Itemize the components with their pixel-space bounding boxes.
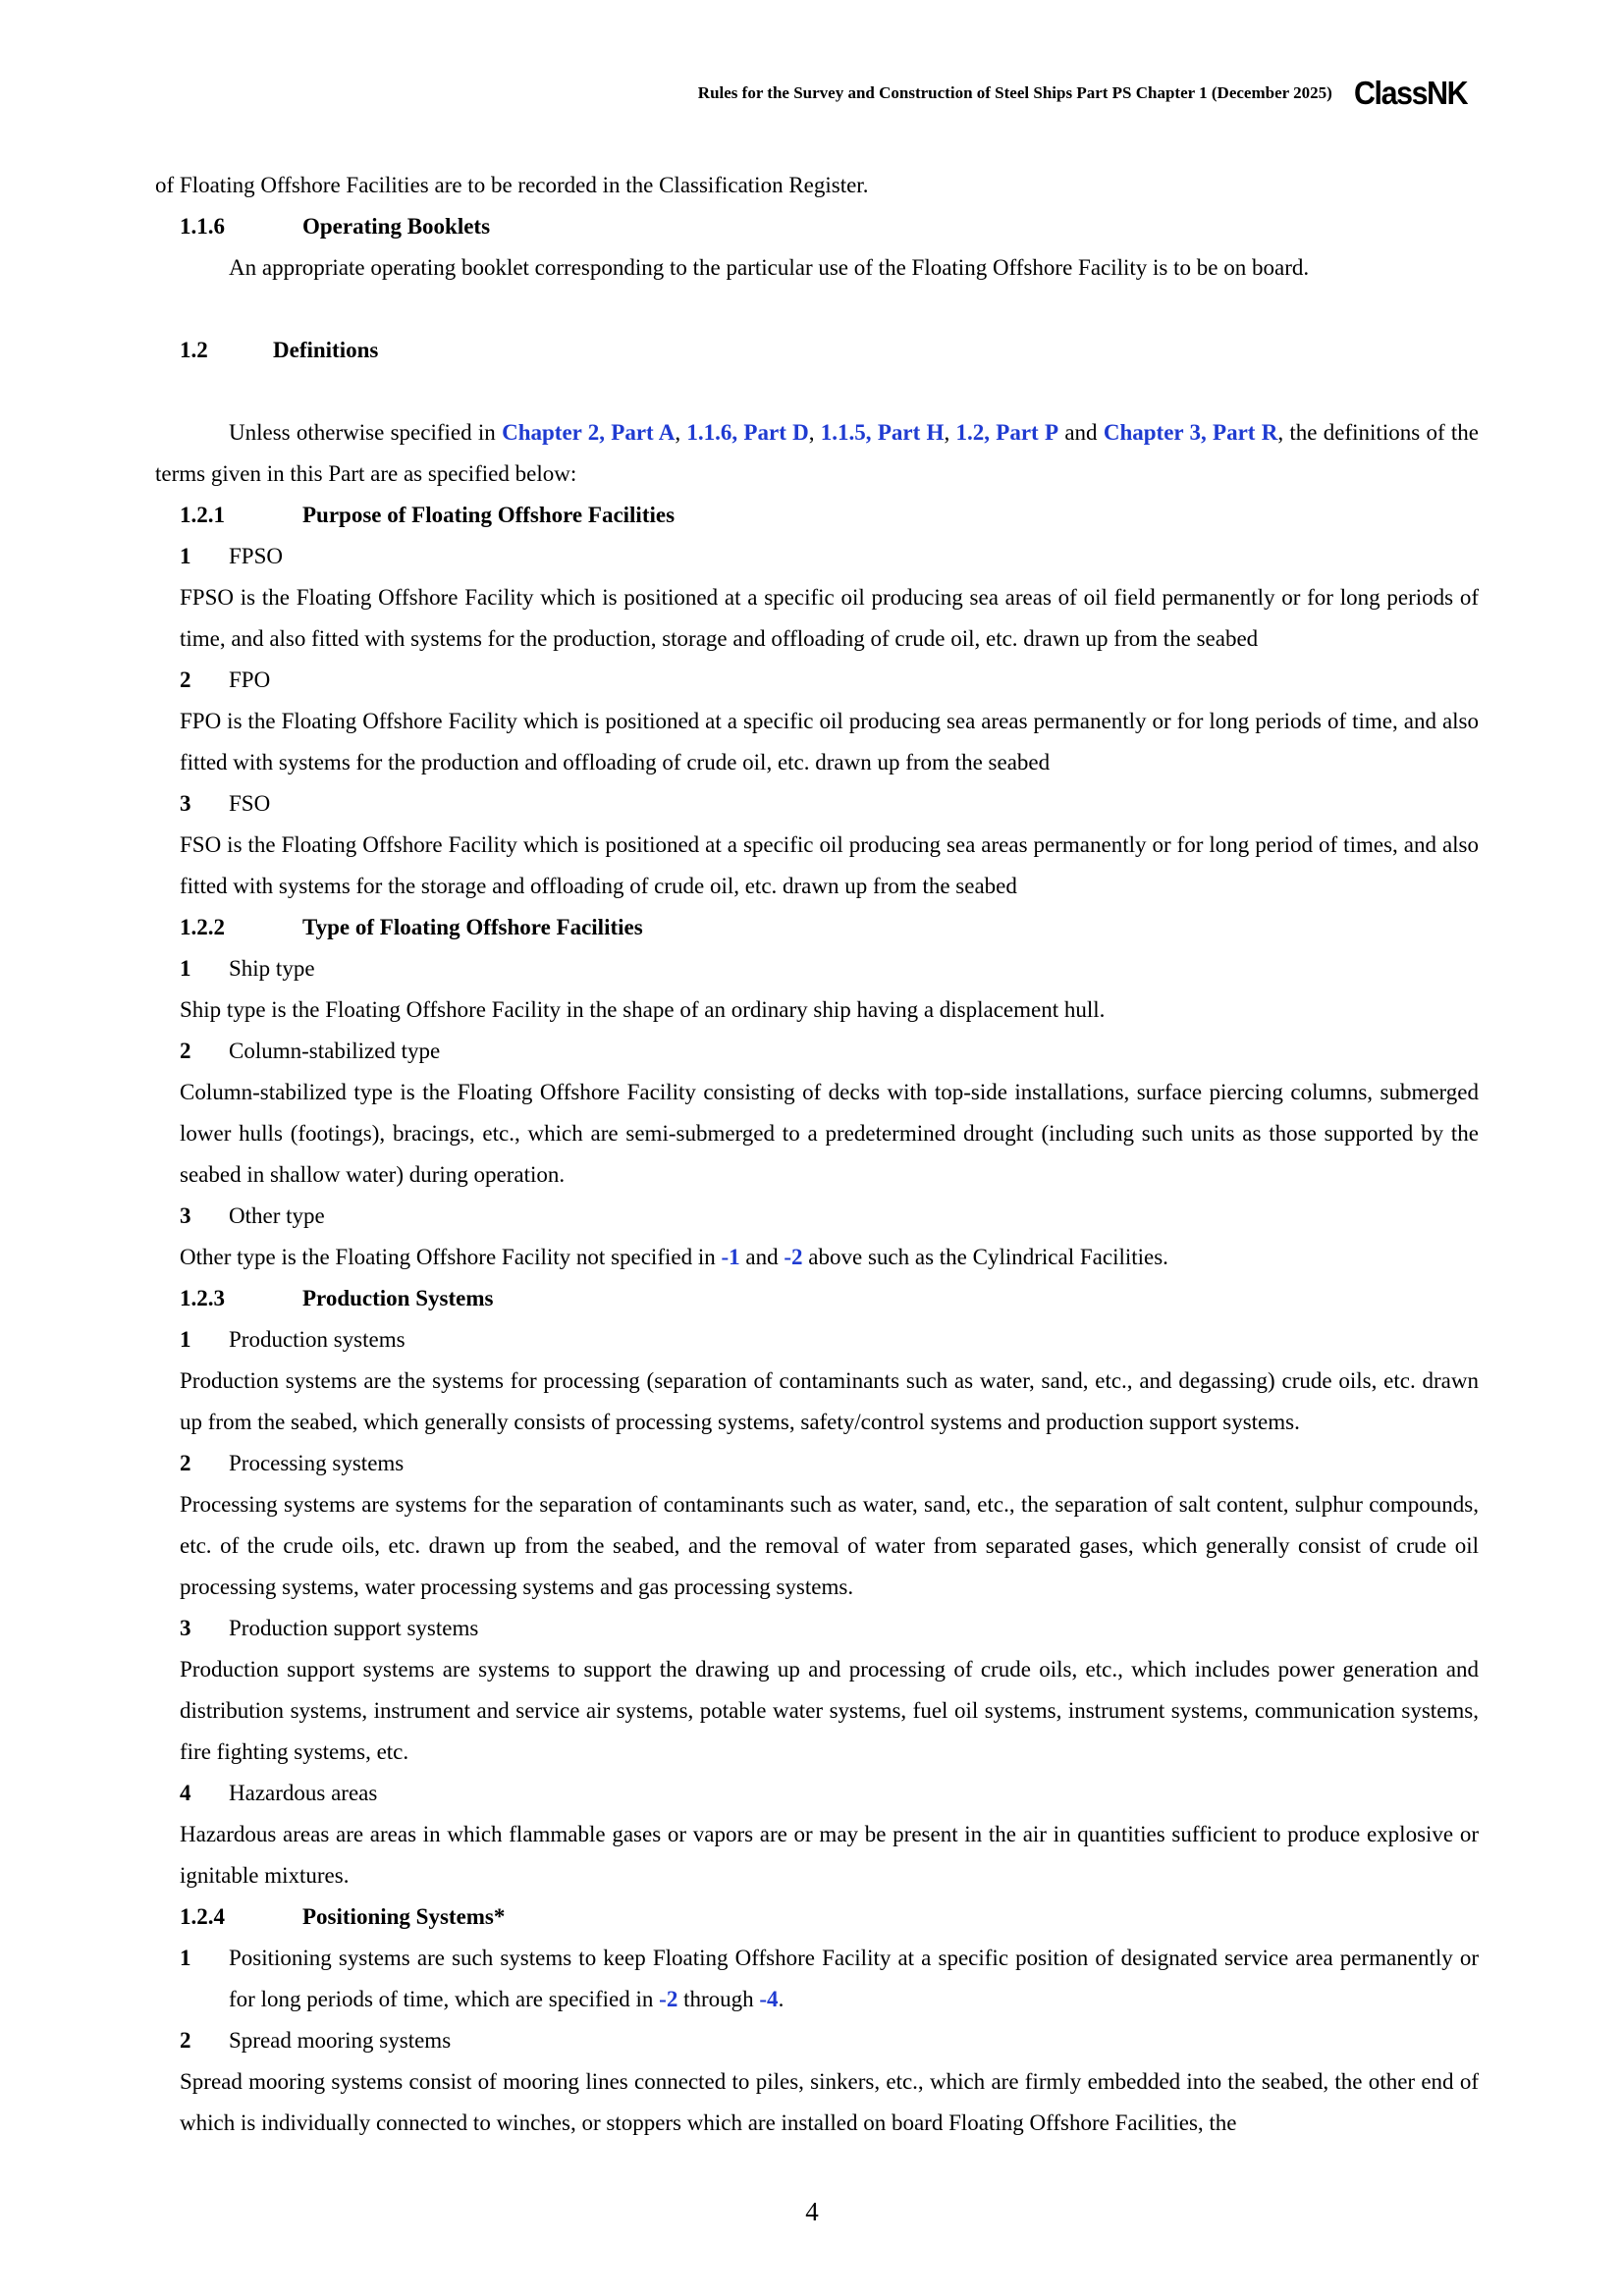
item-heading [155, 1608, 1479, 1649]
section-title: Purpose of Floating Offshore Facilities [302, 503, 676, 527]
item-heading [155, 1773, 1479, 1814]
section-heading-1-2-1 [155, 495, 1479, 536]
continued-paragraph: of Floating Offshore Facilities are to be recorded in the Classification Register. [155, 173, 869, 197]
paragraph: Production systems are the systems for processing (separation of contaminants such as water, sand, etc., and degassing) crude oils, etc. drawn up from the seabed, which generally consists of processing systems, safety/control systems and production support systems. [180, 1368, 1479, 1434]
item-heading [155, 660, 1479, 701]
section-title: Definitions [273, 338, 379, 362]
section-title: Positioning Systems* [302, 1904, 506, 1929]
item-title: Other type [229, 1203, 325, 1228]
header-title: Rules for the Survey and Construction of Steel Ships Part PS Chapter 1 (December 2025) [697, 83, 1332, 102]
item-title: FPSO [229, 544, 283, 568]
reference-link[interactable]: -2 [784, 1245, 803, 1269]
item-number: 1 [180, 544, 191, 568]
paragraph: Other type is the Floating Offshore Facility not specified in -1 and -2 above such as the Cylindrical Facilities. [180, 1245, 1168, 1269]
section-number: 1.2.3 [180, 1286, 225, 1310]
section-number: 1.2.1 [180, 503, 225, 527]
paragraph: Spread mooring systems consist of mooring lines connected to piles, sinkers, etc., which are firmly embedded into the seabed, the other end of which is individually connected to winches, or stoppers which are installed on board Floating Offshore Facilities, the [180, 2069, 1479, 2135]
item-title: Production systems [229, 1327, 406, 1352]
item-heading [155, 536, 1479, 577]
item-title: FPO [229, 667, 271, 692]
paragraph: Production support systems are systems to support the drawing up and processing of crude oils, etc., which includes power generation and distribution systems, instrument and service air systems, potable water systems, fuel oil systems, instrument systems, communication systems, fire fighting systems, etc. [180, 1657, 1479, 1764]
section-heading-1-2-3 [155, 1278, 1479, 1319]
numbered-paragraph [155, 1938, 1479, 2020]
section-heading-1-2 [155, 330, 1479, 371]
item-number: 3 [180, 1203, 191, 1228]
section-title: Production Systems [302, 1286, 494, 1310]
page-header [698, 75, 1477, 112]
item-heading [155, 783, 1479, 825]
item-number: 1 [180, 1327, 191, 1352]
classnk-logo: ClassNK [1353, 75, 1467, 111]
paragraph: Processing systems are systems for the separation of contaminants such as water, sand, etc., the separation of salt content, sulphur compounds, etc. of the crude oils, etc. drawn up from the seabed, and the removal of water from separated gases, which generally consist of crude oil processing systems, water processing systems and gas processing systems. [180, 1492, 1479, 1599]
item-title: Ship type [229, 956, 315, 981]
paragraph: Column-stabilized type is the Floating Offshore Facility consisting of decks with top-side installations, surface piercing columns, submerged lower hulls (footings), bracings, etc., which are semi-submerged to a predetermined drought (including such units as those supported by the seabed in shallow water) during operation. [180, 1080, 1479, 1187]
reference-link[interactable]: -4 [759, 1987, 779, 2011]
paragraph: FPSO is the Floating Offshore Facility which is positioned at a specific oil producing sea areas of oil field permanently or for long periods of time, and also fitted with systems for the production, storage and offloading of crude oil, etc. drawn up from the seabed [180, 585, 1479, 651]
item-number: 3 [180, 1616, 191, 1640]
item-title: Column-stabilized type [229, 1039, 441, 1063]
item-heading [155, 948, 1479, 989]
item-title: FSO [229, 791, 271, 816]
item-number: 2 [180, 1451, 191, 1475]
reference-link[interactable]: 1.1.5, Part H [820, 420, 945, 445]
definitions-intro: Unless otherwise specified in Chapter 2, Part A, 1.1.6, Part D, 1.1.5, Part H, 1.2, Part P and Chapter 3, Part R, the definitions of the terms given in this Part are as specified below: [155, 420, 1480, 486]
section-number: 1.2.4 [180, 1904, 225, 1929]
section-number: 1.1.6 [180, 214, 225, 239]
paragraph: An appropriate operating booklet corresponding to the particular use of the Floating Offshore Facility is to be on board. [229, 255, 1310, 280]
document-body [155, 165, 1479, 2144]
item-number: 1 [180, 1946, 191, 1970]
item-number: 2 [180, 2028, 191, 2053]
page-number: 4 [805, 2197, 819, 2226]
reference-link[interactable]: 1.1.6, Part D [686, 420, 809, 445]
reference-link[interactable]: -2 [659, 1987, 678, 2011]
item-heading [155, 1319, 1479, 1361]
paragraph: Hazardous areas are areas in which flammable gases or vapors are or may be present in the air in quantities sufficient to produce explosive or ignitable mixtures. [180, 1822, 1479, 1888]
item-number: 1 [180, 956, 191, 981]
paragraph: FPO is the Floating Offshore Facility which is positioned at a specific oil producing sea areas permanently or for long periods of time, and also fitted with systems for the production and offloading of crude oil, etc. drawn up from the seabed [180, 709, 1479, 774]
section-number: 1.2.2 [180, 915, 225, 939]
item-heading [155, 1196, 1479, 1237]
paragraph: FSO is the Floating Offshore Facility which is positioned at a specific oil producing sea areas permanently or for long period of times, and also fitted with systems for the storage and offloading of crude oil, etc. drawn up from the seabed [180, 832, 1479, 898]
item-title: Processing systems [229, 1451, 405, 1475]
item-number: 3 [180, 791, 191, 816]
item-title: Spread mooring systems [229, 2028, 452, 2053]
section-heading-1-2-2 [155, 907, 1479, 948]
item-heading [155, 2020, 1479, 2061]
item-number: 4 [180, 1781, 191, 1805]
reference-link[interactable]: Chapter 2, Part A [502, 420, 676, 445]
item-number: 2 [180, 1039, 191, 1063]
item-heading [155, 1443, 1479, 1484]
paragraph: Ship type is the Floating Offshore Facility in the shape of an ordinary ship having a displacement hull. [180, 997, 1106, 1022]
section-heading-1-1-6 [155, 206, 1479, 247]
item-title: Production support systems [229, 1616, 479, 1640]
reference-link[interactable]: Chapter 3, Part R [1103, 420, 1278, 445]
section-number: 1.2 [180, 338, 208, 362]
item-number: 2 [180, 667, 191, 692]
section-title: Operating Booklets [302, 214, 491, 239]
item-title: Hazardous areas [229, 1781, 378, 1805]
item-heading [155, 1031, 1479, 1072]
section-heading-1-2-4 [155, 1896, 1479, 1938]
item-text: Positioning systems are such systems to keep Floating Offshore Facility at a specific position of designated service area permanently or for long periods of time, which are specified in -2 through -4. [229, 1946, 1479, 2011]
reference-link[interactable]: -1 [721, 1245, 740, 1269]
section-title: Type of Floating Offshore Facilities [302, 915, 643, 939]
reference-link[interactable]: 1.2, Part P [955, 420, 1059, 445]
